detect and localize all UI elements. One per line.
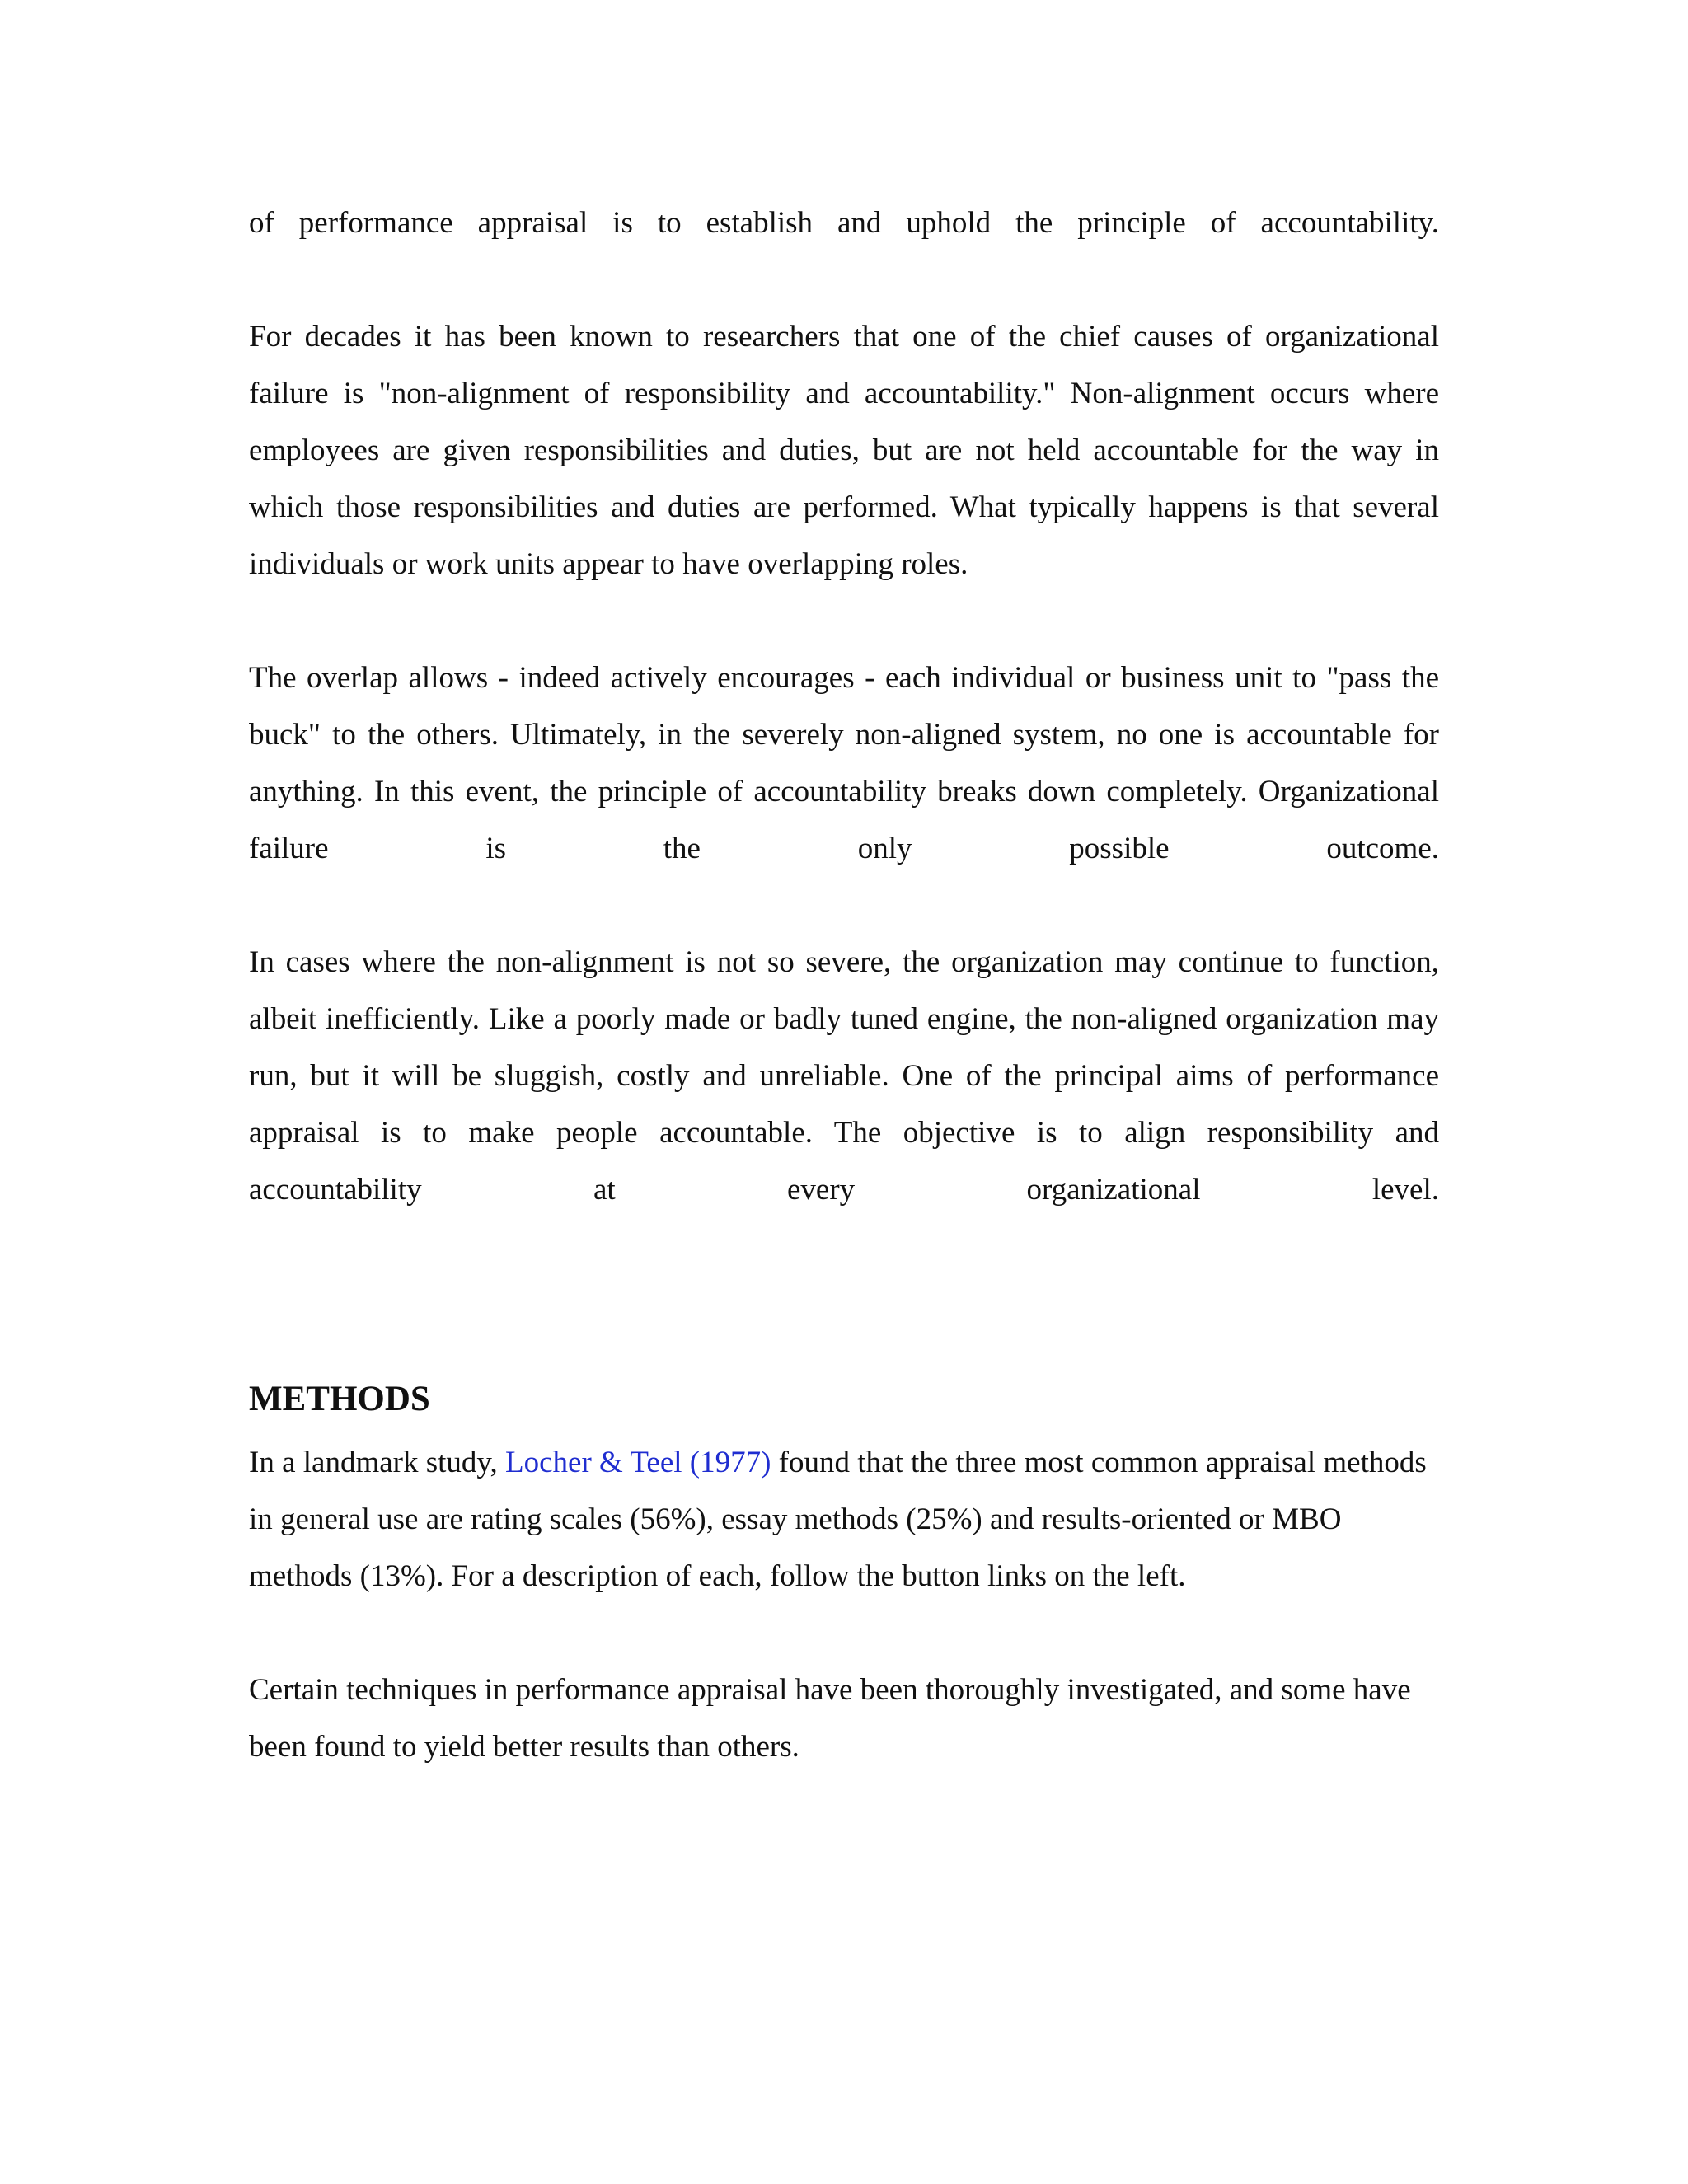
paragraph-non-alignment: For decades it has been known to researchers that one of the chief causes of organizational failure is "non-alignment of responsibility and accountability." Non-alignment occurs where employees are given responsibilities and duties, but are not held accountable for the way in which those responsibilities and duties are performed. What typically happens is that several individuals or work units appear to have overlapping roles. — [249, 320, 1439, 581]
citation-link-locher-teel[interactable]: Locher & Teel (1977) — [505, 1446, 771, 1479]
section-heading-methods: METHODS — [249, 1380, 430, 1418]
paragraph-severity: In cases where the non-alignment is not so severe, the organization may continue to function, albeit inefficiently. Like a poorly made or badly tuned engine, the non-aligned organization may run, but it will be sluggish, costly and unreliable. One of the principal aims of performance appraisal is to make people accountable. The objective is to align responsibility and accountability at every organizational level. — [249, 945, 1439, 1207]
paragraph-text: found that the three most common appraisal methods in general use are rating scales (56%), essay methods (25%) and results-oriented or MBO methods (13%). For a description of each, follow the button links on the left. — [249, 1446, 1427, 1593]
paragraph-text: In a landmark study, — [249, 1446, 505, 1479]
paragraph-techniques: Certain techniques in performance appraisal have been thoroughly investigated, and some have been found to yield better results than others. — [249, 1673, 1411, 1764]
paragraph-accountability-intro: of performance appraisal is to establish and uphold the principle of accountability. — [249, 206, 1439, 240]
document-body — [249, 194, 1439, 1832]
paragraph-overlap: The overlap allows - indeed actively encourages - each individual or business unit to "pass the buck" to the others. Ultimately, in the severely non-aligned system, no one is accountable for anything. In this event, the principle of accountability breaks down completely. Organizational failure is the only possible outcome. — [249, 661, 1439, 865]
paragraph-landmark-study — [249, 1434, 1439, 1605]
